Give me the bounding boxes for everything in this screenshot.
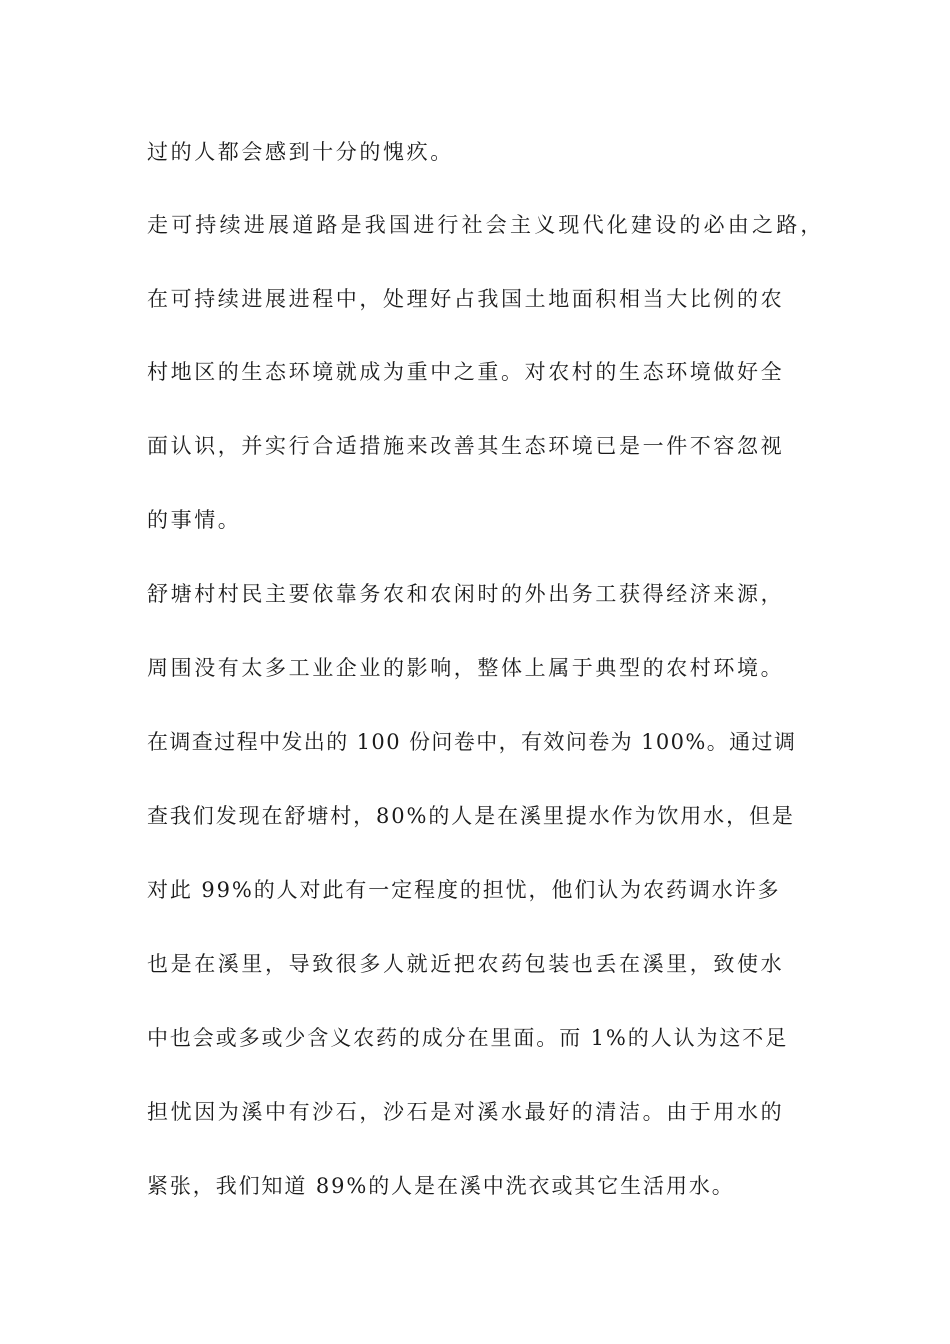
text-line: 舒塘村村民主要依靠务农和农闲时的外出务工获得经济来源， — [147, 582, 785, 606]
text-line: 的事情。 — [147, 508, 242, 532]
text-line: 对此 99%的人对此有一定程度的担忧，他们认为农药调水许多 — [147, 878, 781, 902]
text-line: 查我们发现在舒塘村，80%的人是在溪里提水作为饮用水，但是 — [147, 804, 795, 828]
text-line: 在调查过程中发出的 100 份问卷中，有效问卷为 100%。通过调 — [147, 730, 797, 754]
text-line: 也是在溪里，导致很多人就近把农药包装也丢在溪里，致使水 — [147, 952, 785, 976]
text-line: 过的人都会感到十分的愧疚。 — [147, 140, 454, 164]
text-line: 周围没有太多工业企业的影响，整体上属于典型的农村环境。 — [147, 656, 785, 680]
text-line: 担忧因为溪中有沙石，沙石是对溪水最好的清洁。由于用水的 — [147, 1100, 785, 1124]
text-line: 紧张，我们知道 89%的人是在溪中洗衣或其它生活用水。 — [147, 1174, 735, 1198]
text-line: 在可持续进展进程中，处理好占我国土地面积相当大比例的农 — [147, 287, 785, 311]
text-line: 中也会或多或少含义农药的成分在里面。而 1%的人认为这不足 — [147, 1026, 789, 1050]
text-line: 走可持续进展道路是我国进行社会主义现代化建设的必由之路， — [147, 213, 825, 237]
text-line: 面认识，并实行合适措施来改善其生态环境已是一件不容忽视 — [147, 434, 785, 458]
text-line: 村地区的生态环境就成为重中之重。对农村的生态环境做好全 — [147, 360, 785, 384]
